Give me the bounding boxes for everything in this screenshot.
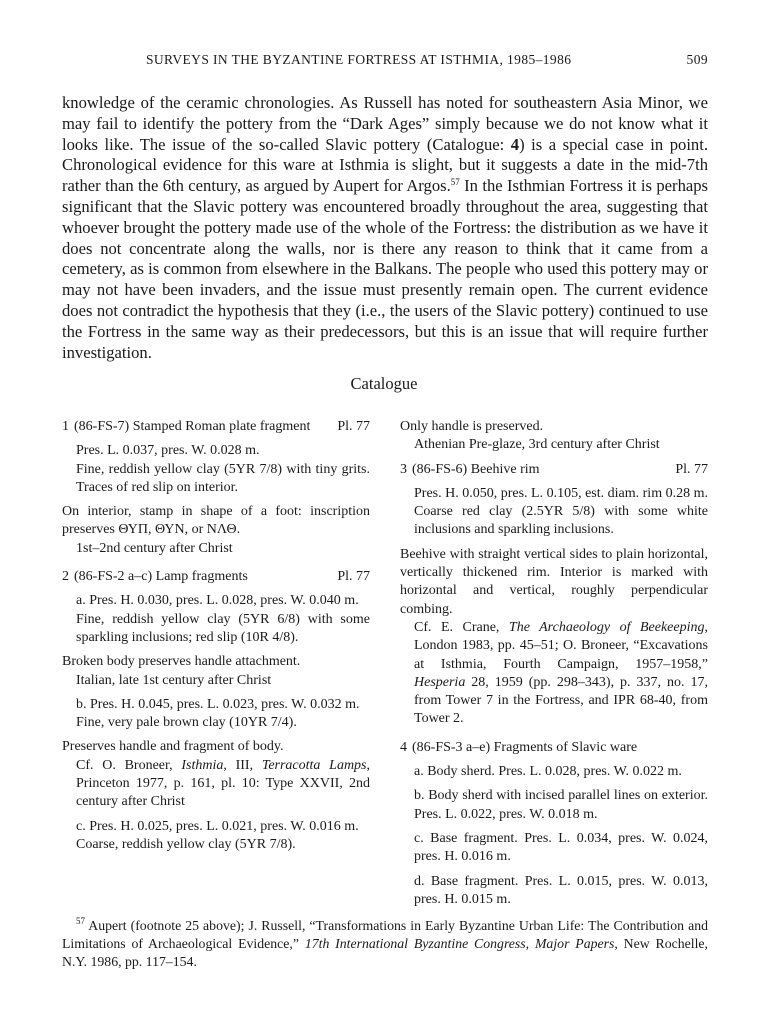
cf-text: 28, 1959 (pp. 298–343), p. 337, no. 17, from Tower 7 in the Fortress, and IPR 68-40, from Tower 2.	[414, 674, 708, 727]
entry-title: (86-FS-6) Beehive rim	[412, 461, 540, 477]
catalogue-left-column	[62, 418, 370, 854]
cf-text: , III,	[223, 757, 262, 773]
entry-3-cf	[400, 619, 708, 729]
cf-text: Cf. O. Broneer,	[76, 757, 182, 773]
entry-1-heading	[62, 418, 370, 436]
entry-1-dims: Pres. L. 0.037, pres. W. 0.028 m.	[76, 443, 260, 459]
footnote-ref[interactable]: 57	[450, 177, 460, 188]
entry-4d: d. Base fragment. Pres. L. 0.015, pres. W. 0.013, pres. H. 0.015 m.	[414, 873, 708, 907]
entry-number: 3	[400, 461, 407, 477]
plate-ref: Pl. 77	[675, 461, 708, 477]
entry-2c-date: Athenian Pre-glaze, 3rd century after Christ	[414, 437, 660, 453]
entry-2b-desc: Preserves handle and fragment of body.	[62, 739, 284, 755]
entry-3-heading	[400, 461, 708, 479]
entry-4-heading	[400, 739, 708, 757]
intro-text-1: knowledge of the ceramic chronologies. As Russell has noted for southeastern Asia Minor, we may fail to identify the pottery from the “Dark Ages” simply because we do not know what it looks like. The issue of the so-called Slavic pottery (Catalogue:	[62, 93, 708, 154]
entry-2a-clay: Fine, reddish yellow clay (5YR 6/8) with some sparkling inclusions; red slip (10R 4/8).	[76, 611, 370, 645]
entry-number: 4	[400, 739, 407, 755]
cf-text: Cf. E. Crane,	[414, 619, 509, 635]
footnote-text-1: Aupert (footnote 25 above); J. Russell, “Transformations in Early Byzantine Urban Life: The Contribution and Limitations of Archaeological Evidence,”	[62, 918, 708, 951]
entry-title: (86-FS-7) Stamped Roman plate fragment	[74, 419, 311, 434]
catalogue-right-column	[400, 418, 708, 909]
entry-1-desc: On interior, stamp in shape of a foot: inscription preserves ΘΥΠ, ΘΥΝ, or ΝΛΘ.	[62, 504, 370, 538]
entry-number: 2	[62, 569, 69, 585]
entry-2-heading	[62, 568, 370, 586]
intro-paragraph	[62, 93, 708, 363]
entry-2c-desc: Only handle is preserved.	[400, 419, 544, 434]
entry-3-dims: Pres. H. 0.050, pres. L. 0.105, est. diam. rim 0.28 m.	[414, 485, 708, 501]
footnote-title: 17th International Byzantine Congress, Major Papers	[304, 936, 615, 951]
cf-title: Terracotta Lamps	[261, 757, 367, 773]
entry-number: 1	[62, 419, 69, 434]
entry-2b-clay: Fine, very pale brown clay (10YR 7/4).	[76, 715, 297, 731]
cf-title: Isthmia	[181, 757, 224, 773]
entry-2b-cf	[62, 757, 370, 812]
catalogue-ref: 4	[510, 134, 520, 154]
footnote-number: 57	[76, 916, 85, 926]
entry-4c: c. Base fragment. Pres. L. 0.034, pres. W. 0.024, pres. H. 0.016 m.	[414, 830, 708, 865]
entry-title: (86-FS-3 a–e) Fragments of Slavic ware	[412, 739, 638, 755]
running-title: SURVEYS IN THE BYZANTINE FORTRESS AT ISTHMIA, 1985–1986	[146, 52, 572, 67]
entry-2b-dims: b. Pres. H. 0.045, pres. L. 0.023, pres. W. 0.032 m.	[76, 696, 360, 712]
cf-title: Hesperia	[414, 674, 466, 690]
entry-2a-desc: Broken body preserves handle attachment.	[62, 654, 301, 670]
entry-2c-dims: c. Pres. H. 0.025, pres. L. 0.021, pres. W. 0.016 m.	[76, 818, 359, 834]
entry-2c-clay: Coarse, reddish yellow clay (5YR 7/8).	[76, 836, 296, 852]
plate-ref: Pl. 77	[337, 569, 370, 585]
catalogue-title: Catalogue	[350, 374, 418, 393]
entry-title: (86-FS-2 a–c) Lamp fragments	[74, 569, 248, 585]
page-number: 509	[686, 52, 708, 67]
cf-text: , London 1983, pp. 45–51; O. Broneer, “Excavations at Isthmia, Fourth Campaign, 1957–1958,”	[414, 619, 708, 672]
entry-4a: a. Body sherd. Pres. L. 0.028, pres. W. 0.022 m.	[414, 764, 682, 780]
plate-ref: Pl. 77	[337, 419, 370, 434]
intro-text-2: ) is a special case in point. Chronological evidence for this ware at Isthmia is slight, but it suggests a date in the mid-7th rather than the 6th century, as argued by Aupert for Argos.	[62, 134, 708, 196]
entry-2a-date: Italian, late 1st century after Christ	[76, 672, 272, 688]
cf-title: The Archaeology of Beekeeping	[508, 619, 705, 635]
entry-1-clay: Fine, reddish yellow clay (5YR 7/8) with tiny grits. Traces of red slip on interior.	[76, 461, 370, 495]
footnote-text-2: , New Rochelle, N.Y. 1986, pp. 117–154.	[62, 936, 708, 969]
entry-3-clay: Coarse red clay (2.5YR 5/8) with some white inclusions and sparkling inclusions.	[414, 504, 708, 538]
entry-1-date: 1st–2nd century after Christ	[76, 540, 233, 556]
footnote-57	[62, 917, 708, 971]
entry-2a-dims: a. Pres. H. 0.030, pres. L. 0.028, pres. W. 0.040 m.	[76, 593, 359, 609]
intro-text-3: In the Isthmian Fortress it is perhaps significant that the Slavic pottery was encountered broadly throughout the area, suggesting that whoever brought the pottery made use of the whole of the Fortress: the distribution as we have it does not concentrate along the walls, nor is there any reason to think that it came from a cemetery, as is common from elsewhere in the Balkans. The people who used this pottery may or may not have been invaders, and the issue must presently remain open. The current evidence does not contradict the hypothesis that they (i.e., the users of the Slavic pottery) continued to use the Fortress in the same way as their predecessors, but this is an issue that will require further investigation.	[62, 176, 708, 362]
cf-text: , Princeton 1977, p. 161, pl. 10: Type XXVII, 2nd century after Christ	[76, 757, 370, 810]
entry-4b: b. Body sherd with incised parallel lines on exterior. Pres. L. 0.022, pres. W. 0.018 m.	[414, 788, 708, 822]
entry-3-desc: Beehive with straight vertical sides to plain horizontal, vertically thickened rim. Interior is marked with horizontal and vertical, roughly perpendicular combing.	[400, 546, 708, 617]
